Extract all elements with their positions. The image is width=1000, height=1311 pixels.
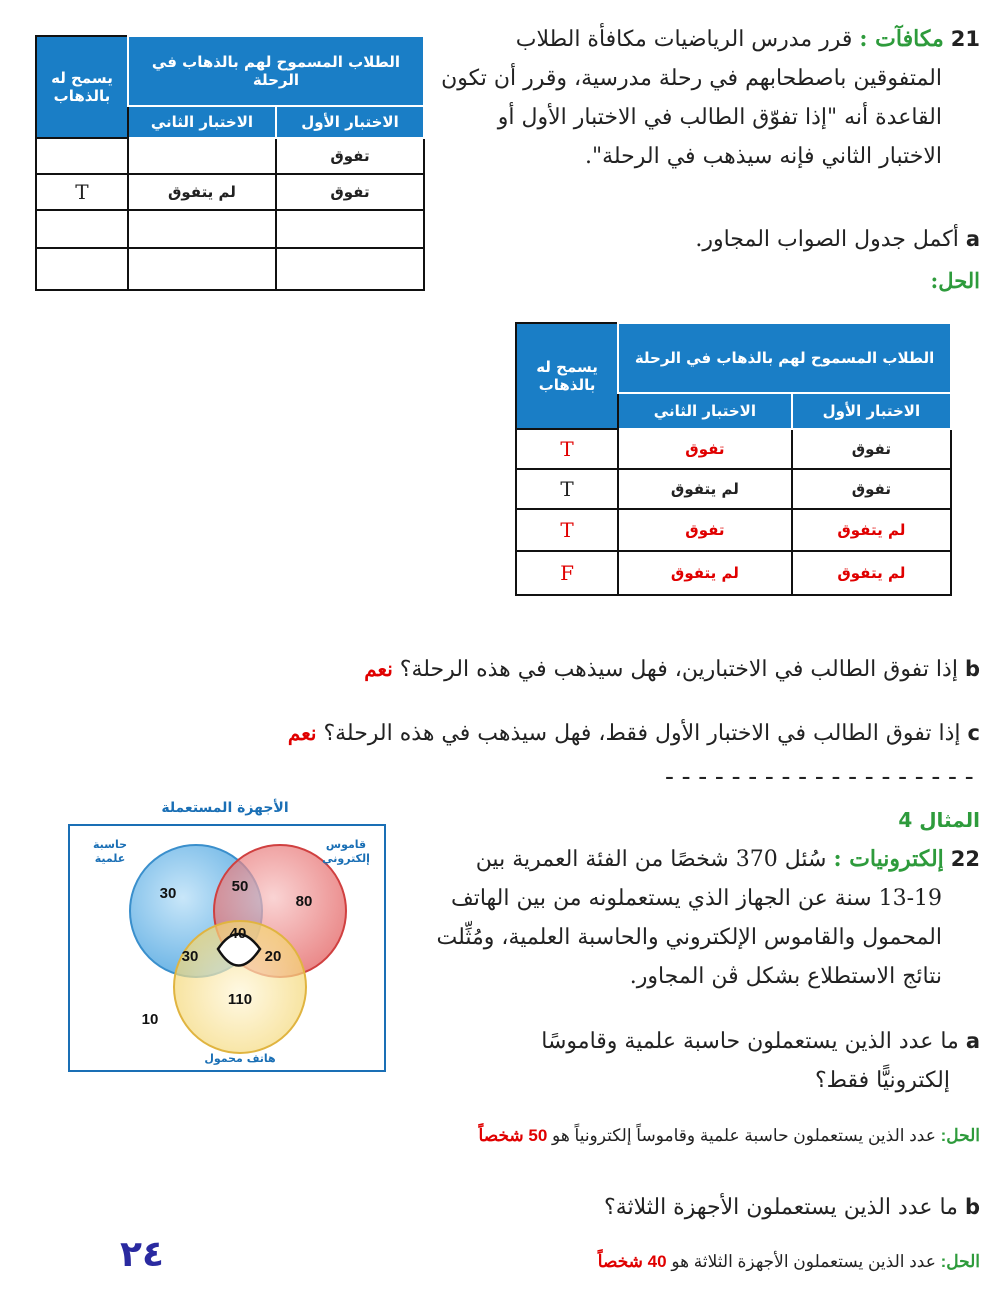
cell-second: تفوق [618,429,792,469]
venn-figure [60,800,390,1075]
venn-label-calculator-2: علمية [94,852,126,865]
q22-b-solution-label: الحل: [940,1252,980,1271]
cell-second [128,210,276,248]
q21-c-letter: c [967,721,980,745]
q22-block [400,840,980,996]
q21-c-answer: نعم [287,721,317,745]
q21-part-b [364,650,980,689]
cell-second: لم يتفوق [618,469,792,509]
q22-a-text-1: ما عدد الذين يستعملون حاسبة علمية وقاموسًا [541,1029,959,1054]
venn-value-dict-only: 80 [295,893,313,910]
q21-number: 21 [950,27,980,51]
q21-a-text: أكمل جدول الصواب المجاور. [695,227,959,252]
q22-part-b [604,1188,980,1227]
divider: ------------------- [661,762,978,792]
header-allowed: يسمح له بالذهاب [516,323,618,429]
q21-text-4: الاختبار الثاني فإنه سيذهب في الرحلة". [584,144,942,169]
cell-second [128,138,276,174]
q22-line1 [400,840,980,879]
venn-value-dict-phone: 20 [264,948,282,965]
q21-text-3: القاعدة أنه "إذا تفوّق الطالب في الاختبار الأول أو [497,105,942,130]
header-first: الاختبار الأول [276,106,424,138]
venn-value-phone-only: 110 [227,991,253,1008]
venn-label-dictionary-2: إلكتروني [322,852,370,865]
q22-b-text: ما عدد الذين يستعملون الأجهزة الثلاثة؟ [604,1195,958,1220]
q21-b-letter: b [964,657,980,681]
q21-b-text: إذا تفوق الطالب في الاختبارين، فهل سيذهب في هذه الرحلة؟ [399,657,958,682]
truth-table-solved [515,322,952,596]
cell-second: لم يتفوق [618,551,792,595]
q21-part-c [288,714,980,753]
venn-value-calc-only: 30 [159,885,177,902]
q21-title: مكافآت : [859,26,944,52]
cell-allowed: F [516,551,618,595]
q21-text-2: المتفوقين باصطحابهم في رحلة مدرسية، وقرر أن تكون [441,66,942,91]
cell-second: تفوق [618,509,792,551]
table-row [516,469,951,509]
q22-b-letter: b [964,1195,980,1219]
cell-allowed [36,138,128,174]
venn-value-all-three: 40 [229,925,247,942]
q22-b-solution [598,1252,980,1272]
example-heading: المثال 4 [898,808,980,832]
table-row [516,429,951,469]
truth-table-empty [35,35,425,291]
cell-first: تفوق [792,429,951,469]
q21-b-answer: نعم [364,657,393,681]
q21-line1 [420,20,980,59]
venn-value-calc-dict: 50 [231,878,249,895]
q22-text-3: المحمول والقاموس الإلكتروني والحاسبة العلمية، ومُثِّلت [436,925,942,950]
cell-allowed: T [516,429,618,469]
cell-first [276,210,424,248]
q22-title: إلكترونيات : [833,846,944,872]
venn-label-dictionary-1: قاموس [325,838,367,851]
q22-text-4: نتائج الاستطلاع بشكل ڤن المجاور. [629,964,942,989]
cell-first: لم يتفوق [792,551,951,595]
q22-part-a [500,1022,980,1100]
cell-first: لم يتفوق [792,509,951,551]
cell-second: لم يتفوق [128,174,276,210]
q22-number: 22 [950,847,980,871]
q21-solution-label: الحل: [930,268,980,293]
page-number: ٢٤ [120,1234,164,1275]
table-row [516,551,951,595]
cell-allowed [36,248,128,290]
header-group: الطلاب المسموح لهم بالذهاب في الرحلة [128,36,424,106]
q22-b-solution-value: 40 شخصاً [597,1252,667,1271]
q21-block [420,20,980,176]
table-row [516,509,951,551]
q22-a-solution-value: 50 شخصاً [478,1126,548,1145]
q22-text-1: سُئل 370 شخصًا من الفئة العمرية بين [475,847,827,872]
table-row [36,210,424,248]
header-second: الاختبار الثاني [618,393,792,429]
venn-label-calculator-1: حاسبة [92,838,128,851]
cell-allowed [36,210,128,248]
venn-title: الأجهزة المستعملة [161,800,289,816]
q22-a-solution [479,1126,980,1146]
q21-text-1: قرر مدرس الرياضيات مكافأة الطلاب [515,27,853,52]
venn-diagram [68,824,386,1072]
q22-text-2: 13-19 سنة عن الجهاز الذي يستعملونه من بين الهاتف [450,886,942,911]
header-allowed: يسمح له بالذهاب [36,36,128,138]
q21-a-letter: a [965,227,980,251]
q22-b-solution-text: عدد الذين يستعملون الأجهزة الثلاثة هو [671,1252,936,1271]
table-row [36,174,424,210]
cell-allowed: T [36,174,128,210]
cell-allowed: T [516,509,618,551]
venn-value-none: 10 [141,1011,159,1028]
venn-value-calc-phone: 30 [181,948,199,965]
header-second: الاختبار الثاني [128,106,276,138]
q22-a-letter: a [965,1029,980,1053]
venn-label-phone: هاتف محمول [204,1052,276,1065]
q22-a-solution-text: عدد الذين يستعملون حاسبة علمية وقاموساً إلكترونياً هو [552,1126,936,1145]
q22-a-solution-label: الحل: [940,1126,980,1145]
header-first: الاختبار الأول [792,393,951,429]
q22-a-text-2: إلكترونيًّا فقط؟ [814,1068,950,1093]
table-row [36,248,424,290]
cell-first: تفوق [792,469,951,509]
cell-first: تفوق [276,138,424,174]
cell-first [276,248,424,290]
table-row [36,138,424,174]
cell-first: تفوق [276,174,424,210]
q21-part-a [695,220,980,259]
cell-second [128,248,276,290]
q21-c-text: إذا تفوق الطالب في الاختبار الأول فقط، فهل سيذهب في هذه الرحلة؟ [323,721,961,746]
header-group: الطلاب المسموح لهم بالذهاب في الرحلة [618,323,951,393]
cell-allowed: T [516,469,618,509]
